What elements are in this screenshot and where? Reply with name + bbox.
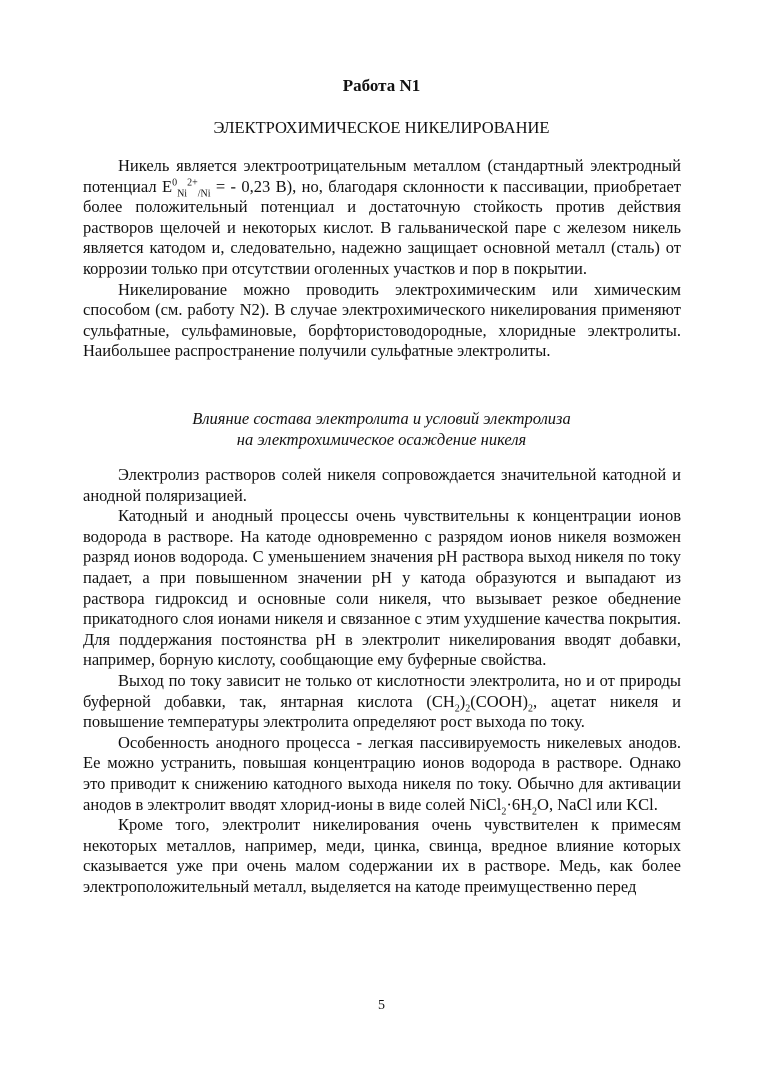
intro-p1-text-b: но, благодаря склонности к пассивации, приобретает более положительный потенциал и достаточную стойкость против действия растворов щелочей и некоторых кислот. В гальванической паре с железом никель является катодом и, следовательно, надежно защищает основной металл (сталь) от коррозии только при отсутствии оголенных участков и пор в покрытии.: [83, 176, 681, 278]
intro-paragraph-2: Никелирование можно проводить электрохимическим или химическим способом (см. работу N2). В случае электрохимического никелирования применяют сульфатные, сульфаминовые, борфтористоводородные, хлоридные электролиты. Наибольшее распространение получили сульфатные электролиты.: [83, 279, 681, 361]
intro-paragraph-1: [83, 156, 681, 280]
page-number: 5: [378, 998, 385, 1013]
section-heading-line-2: на электрохимическое осаждение никеля: [236, 430, 527, 449]
p4-subscript-2: 2: [532, 805, 538, 817]
p3-subscript-2: 2: [465, 702, 471, 714]
p4-subscript-1: 2: [501, 805, 507, 817]
main-paragraph-3: [83, 671, 681, 733]
main-text: [83, 465, 681, 897]
p3-text-d: , ацетат никеля и повышение температуры электролита определяют рост выхода по току.: [83, 691, 681, 732]
main-paragraph-5: Кроме того, электролит никелирования очень чувствителен к примесям некоторых металлов, например, меди, цинка, свинца, вредное влияние которых сказывается уже при очень малом содержании их в растворе. Медь, как более электроположительный металл, выделяется на катоде преимущественно перед: [83, 815, 681, 896]
electrode-potential-formula: [161, 176, 302, 199]
potential-charge: 2+: [187, 177, 198, 189]
intro-text: [83, 156, 681, 362]
p3-text-c: (COOH): [470, 691, 529, 711]
potential-symbol: E: [161, 176, 173, 196]
p4-text-c: O, NaCl или KCl.: [537, 794, 658, 814]
potential-pair-label: /Ni: [197, 187, 211, 199]
p3-text-b: ): [459, 691, 466, 711]
main-paragraph-2: Катодный и анодный процессы очень чувствительны к концентрации ионов водорода в растворе. На катоде одновременно с разрядом ионов никеля возможен разряд ионов водорода. С уменьшением значения pH раствора выход никеля по току падает, а при повышенном значении pH у катода образуются и выпадают из раствора гидроксид и основные соли никеля, что вызывает резкое обеднение прикатодного слоя ионами никеля и связанное с этим ухудшение качества покрытия. Для поддержания постоянства pH в электролит никелирования вводят добавки, например, борную кислоту, сообщающие ему буферные свойства.: [83, 506, 681, 670]
work-title: Работа N1: [342, 76, 421, 95]
main-paragraph-4: [83, 733, 681, 815]
potential-ion-label: Ni: [177, 187, 188, 199]
p3-subscript-1: 2: [454, 702, 460, 714]
intro-p1-text-a: Никель является электроотрицательным металлом (стандартный электродный потенциал: [83, 156, 681, 196]
main-paragraph-1: Электролиз растворов солей никеля сопровождается значительной катодной и анодной поляризацией.: [83, 465, 681, 505]
work-subtitle: ЭЛЕКТРОХИМИЧЕСКОЕ НИКЕЛИРОВАНИЕ: [213, 118, 550, 137]
p4-text-b: ·6H: [506, 794, 533, 814]
section-heading: [0, 408, 763, 450]
section-heading-line-1: Влияние состава электролита и условий электролиза: [192, 409, 571, 428]
p3-text-a: Выход по току зависит не только от кислотности электролита, но и от природы буферной добавки, так, янтарная кислота (CH: [83, 670, 681, 711]
potential-value: = - 0,23 В),: [210, 176, 302, 196]
potential-standard-mark: 0: [172, 177, 178, 189]
p3-subscript-3: 2: [528, 702, 534, 714]
p4-text-a: Особенность анодного процесса - легкая пассивируемость никелевых анодов. Ее можно устранить, повышая концентрацию ионов водорода в растворе. Однако это приводит к снижению катодного выхода никеля по току. Обычно для активации анодов в электролит вводят хлорид-ионы в виде солей NiCl: [83, 732, 681, 814]
